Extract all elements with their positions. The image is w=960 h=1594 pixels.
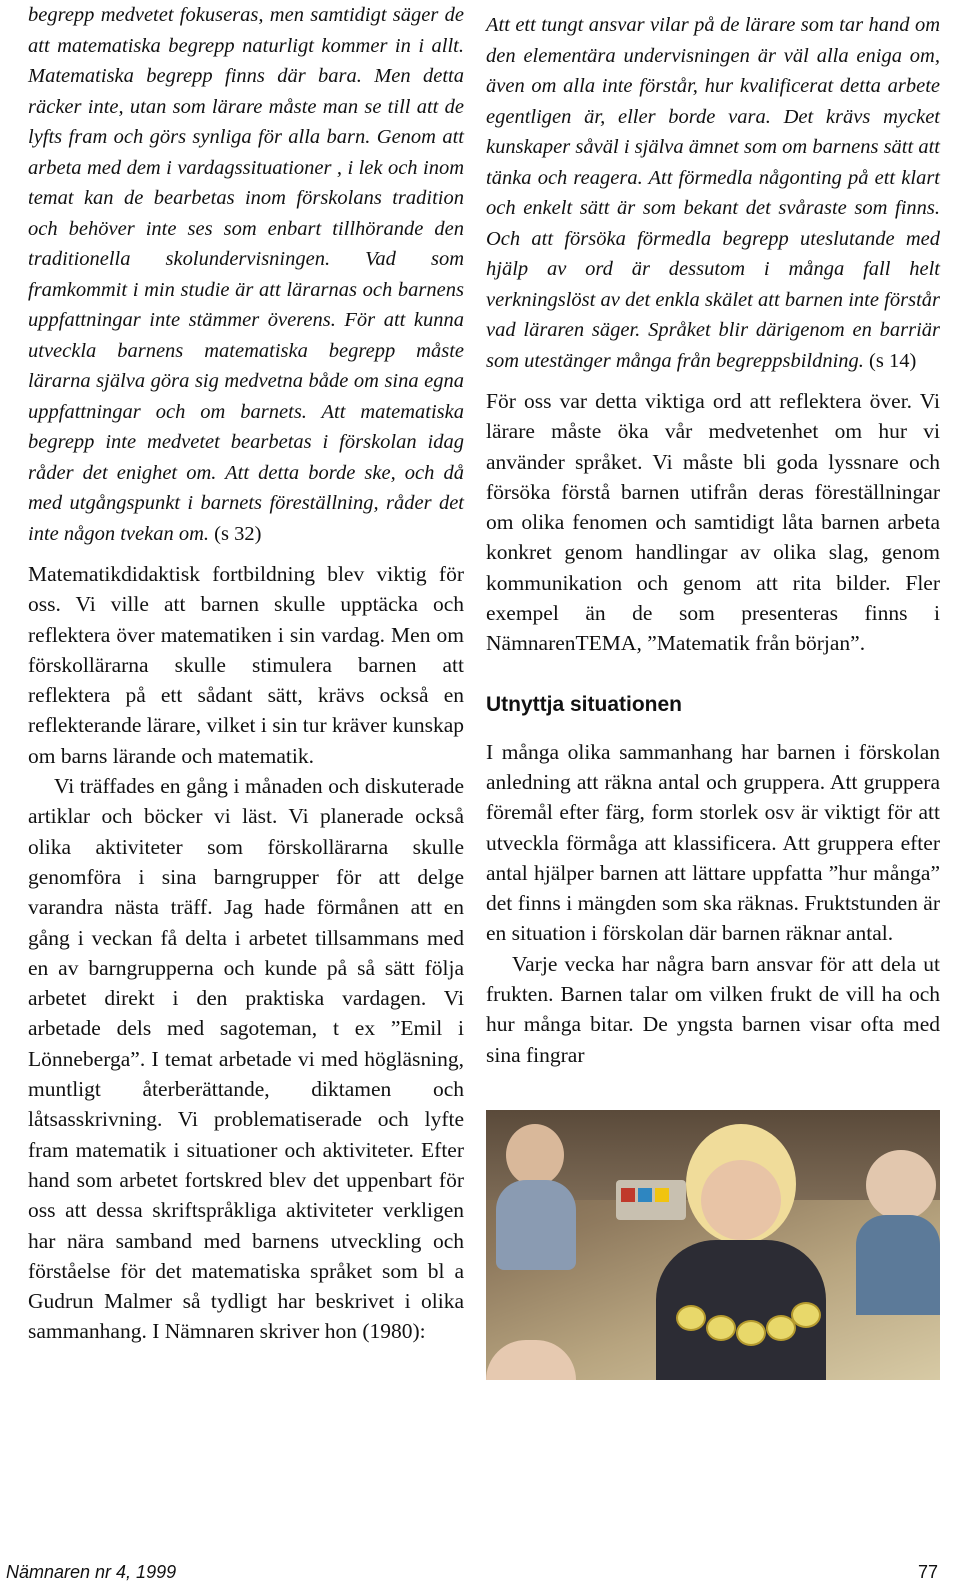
journal-reference: Nämnaren nr 4, 1999 — [6, 1562, 177, 1582]
right-column — [486, 10, 940, 1380]
page-number: 77 — [917, 1562, 938, 1582]
paragraph: I många olika sammanhang har barnen i förskolan anledning att räkna antal och gruppera. Att gruppera föremål efter färg, form storlek osv är viktigt för att utveckla förmåga att klassificera. Att gruppera efter antal hjälper barnen att lättare uppfatta ”hur många” det finns i mängden som ska räknas. Fruktstunden är en situation i förskolan där barnen räknar antal. — [486, 739, 940, 946]
paragraph: Vi träffades en gång i månaden och diskuterade artiklar och böcker vi läst. Vi planerade också olika aktiviteter som förskollärarna skulle genomföra i sina barngrupper för att delge varandra nästa träff. Jag hade förmånen att en gång i veckan få delta i arbetet tillsammans med en av barngrupperna och kunde på så sätt följa arbetet direkt i den praktiska vardagen. Vi arbetade dels med sagoteman, t ex ”Emil i Lönneberga”. I temat arbetade vi med högläsning, muntligt återberättande, diktamen och låtsasskrivning. Vi problematiserade och lyfte fram matematik i situationer och aktiviteter. Efter hand som arbetet fortskred blev det uppenbart för oss att dessa skriftspråkliga aktiviteter verkligen har nära samband med barnens utveckling och förståelse för det matematiska språket som bl a Gudrun Malmer så tydligt har beskrivet i olika sammanhang. I Nämnaren skriver hon (1980): — [28, 774, 464, 1344]
paragraph: Matematikdidaktisk fortbildning blev viktig för oss. Vi ville att barnen skulle upptäcka och reflektera över matematiken i sin vardag. Men om förskollärarna skulle stimulera barnen att reflektera på ett sådant sätt, krävs också en reflekterande lärare, vilket i sin tur kräver kunskap om barns lärande och matematik. — [28, 562, 464, 768]
left-column — [28, 0, 464, 1347]
quote-text: Att ett tungt ansvar vilar på de lärare som tar hand om den elementära undervisningen är väl alla eniga om, även om alla inte förstår, hur kvalificerat detta arbete egentligen är, eller borde vara. Det krävs mycket kunskaper såväl i själva ämnet som om barnens sätt att tänka och reagera. Att förmedla någonting på ett klart och enkelt sätt är som bekant det svåraste som finns. Och att försöka förmedla begrepp uteslutande med hjälp av ord är dessutom i många fall helt verkningslöst av det enkla skälet att barnen inte förstår vad läraren säger. Språket blir därigenom en barriär som utestänger många från begreppsbildning. — [486, 14, 940, 372]
block-quote-right — [486, 10, 940, 376]
quote-reference: (s 32) — [214, 522, 262, 545]
quote-text: begrepp medvetet fokuseras, men samtidigt säger de att matematiska begrepp naturligt kommer in i allt. Matematiska begrepp finns där bara. Men detta räcker inte, utan som lärare måste man se till att de lyfts fram och görs synliga för alla barn. Genom att arbeta med dem i vardagssituationer , i lek och inom temat kan de bearbetas inom förskolans tradition och behöver inte ses som enbart tillhörande den traditionella skolundervisningen. Vad som framkommit i min studie är att lärarnas och barnens uppfattningar inte stämmer överens. För att kunna utveckla barnens matematiska begrepp måste lärarna själva göra sig medvetna både om sina egna uppfattningar och om barnets. Att matematiska begrepp inte medvetet bearbetas i förskolan idag råder det enighet om. Att detta borde ske, och då med utgångspunkt i barnets föreställning, råder det inte någon tvekan om. — [28, 4, 464, 545]
photo-children-counting — [486, 1110, 940, 1380]
paragraph: Varje vecka har några barn ansvar för att dela ut frukten. Barnen talar om vilken frukt de vill ha och hur många bitar. De yngsta barnen visar ofta med sina fingrar — [486, 951, 940, 1067]
block-quote-left — [28, 0, 464, 549]
quote-reference: (s 14) — [869, 349, 917, 372]
paragraph: För oss var detta viktiga ord att reflektera över. Vi lärare måste öka vår medvetenhet om hur vi använder språket. Vi måste bli goda lyssnare och försöka förstå barnen utifrån deras föreställningar om olika fenomen och samtidigt låta barnen arbeta konkret genom handlingar av olika slag, genom kommunikation och genom att rita bilder. Fler exempel än de som presenteras finns i NämnarenTEMA, ”Matematik från början”. — [486, 389, 940, 656]
section-heading: Utnyttja situationen — [486, 692, 683, 716]
